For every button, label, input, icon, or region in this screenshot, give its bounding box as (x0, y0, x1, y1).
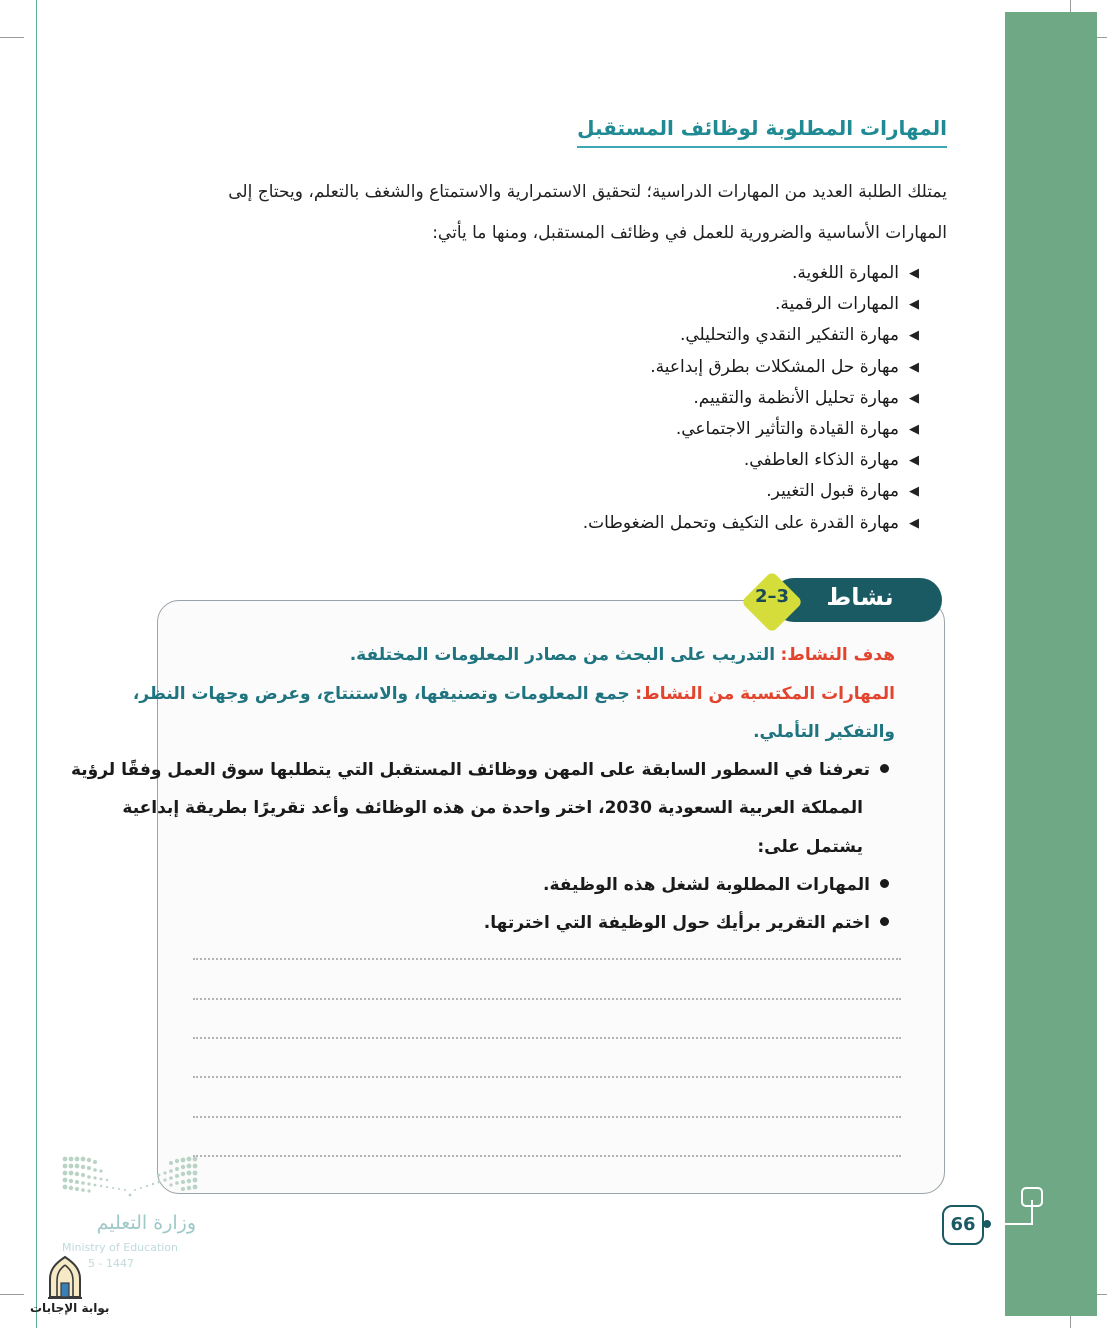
left-triangle-icon: ◀ (909, 359, 919, 375)
ministry-name-english: Ministry of Education (62, 1241, 179, 1254)
skills-label: المهارات المكتسبة من النشاط: (635, 684, 895, 704)
activity-skills (133, 684, 895, 704)
crop-mark (0, 37, 24, 38)
activity-number: 2–3 (754, 586, 790, 607)
skills-text-2: والتفكير التأملي. (753, 722, 895, 742)
list-item: ◀مهارة قبول التغيير. (519, 476, 919, 507)
goal-text: التدريب على البحث من مصادر المعلومات المختلفة. (349, 645, 776, 665)
left-triangle-icon: ◀ (909, 297, 919, 313)
left-triangle-icon: ◀ (909, 421, 919, 437)
ministry-name-arabic: وزارة التعليم (96, 1212, 196, 1234)
activity-label: نشاط (826, 583, 894, 611)
left-triangle-icon: ◀ (909, 266, 919, 281)
bullet-dot-icon (880, 917, 889, 926)
left-triangle-icon: ◀ (909, 390, 919, 406)
left-triangle-icon: ◀ (909, 515, 919, 531)
answer-line-3[interactable] (193, 1037, 901, 1039)
bullet-dot-icon (880, 764, 889, 773)
list-item: ◀المهارة اللغوية. (519, 258, 919, 289)
margin-line (36, 0, 37, 1328)
page-number: 66 (942, 1205, 984, 1245)
intro-paragraph (157, 172, 947, 254)
bullet-3: اختم التقرير برأيك حول الوظيفة التي اخترتها. (484, 913, 889, 933)
list-item: ◀مهارة الذكاء العاطفي. (519, 445, 919, 476)
answer-line-5[interactable] (193, 1116, 901, 1118)
crest-icon (44, 1255, 86, 1301)
skills-text: جمع المعلومات وتصنيفها، والاستنتاج، وعرض وجهات النظر، (132, 684, 630, 704)
bullet-2: المهارات المطلوبة لشغل هذه الوظيفة. (543, 875, 889, 895)
activity-goal (350, 645, 895, 665)
answer-line-2[interactable] (193, 998, 901, 1000)
list-item: ◀مهارة حل المشكلات بطرق إبداعية. (519, 352, 919, 383)
watermark-text: بوابة الإجابات (30, 1301, 110, 1315)
list-item: ◀مهارة التفكير النقدي والتحليلي. (519, 320, 919, 351)
side-green-band (1005, 12, 1097, 1316)
left-triangle-icon: ◀ (909, 328, 919, 344)
bullet-dot-icon (880, 879, 889, 888)
ministry-logo-icon (62, 1155, 198, 1199)
page-number-dot (983, 1220, 991, 1228)
answer-line-6[interactable] (193, 1155, 901, 1157)
ministry-year: 5 - 1447 (88, 1257, 134, 1270)
section-title: المهارات المطلوبة لوظائف المستقبل (577, 116, 947, 148)
skills-list (519, 258, 919, 539)
answer-line-4[interactable] (193, 1076, 901, 1078)
list-item: ◀مهارة تحليل الأنظمة والتقييم. (519, 383, 919, 414)
left-triangle-icon: ◀ (909, 453, 919, 469)
bullet-1-line-1: تعرفنا في السطور السابقة على المهن ووظائف المستقبل التي يتطلبها سوق العمل وفقًا لرؤية (71, 760, 889, 780)
answer-line-1[interactable] (193, 958, 901, 960)
bullet-1-line-3: يشتمل على: (757, 837, 863, 857)
list-item: ◀المهارات الرقمية. (519, 289, 919, 320)
page-corner-icon (1021, 1187, 1043, 1207)
page-number-connector (988, 1223, 1033, 1225)
bullet-1-line-2: المملكة العربية السعودية 2030، اختر واحدة من هذه الوظائف وأعد تقريرًا بطريقة إبداعية (122, 798, 863, 818)
list-item: ◀مهارة القيادة والتأثير الاجتماعي. (519, 414, 919, 445)
list-item: ◀مهارة القدرة على التكيف وتحمل الضغوطات. (519, 508, 919, 539)
goal-label: هدف النشاط: (780, 645, 895, 665)
intro-line-1: يمتلك الطلبة العديد من المهارات الدراسية؛ لتحقيق الاستمرارية والاستمتاع والشغف بالتعلم، ويحتاج إلى (228, 182, 947, 202)
crop-mark (0, 1294, 24, 1295)
left-triangle-icon: ◀ (909, 484, 919, 500)
intro-line-2: المهارات الأساسية والضرورية للعمل في وظائف المستقبل، ومنها ما يأتي: (432, 223, 947, 243)
